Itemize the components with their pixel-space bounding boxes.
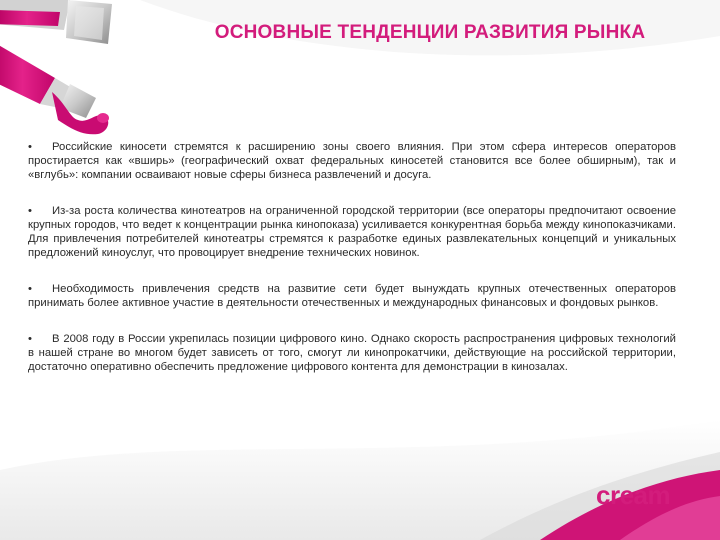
bullet-icon: • xyxy=(28,141,32,153)
paragraph-text: Российские киносети стремятся к расширению зоны своего влияния. При этом сфера интересов операторов простирается как «вширь» (географический охват федеральных киносетей становится все более обширным), так и «вглубь»: компании осваивают новые сферы бизнеса развлечений и досуга. xyxy=(28,141,676,181)
paragraph-1 xyxy=(28,140,676,182)
paragraph-text: Из-за роста количества кинотеатров на ограниченной городской территории (все операторы предпочитают освоение крупных городов, что ведет к концентрации рынка кинопоказа) усиливается конкурентная борьба между кинопоказчиками. Для привлечения потребителей кинотеатры стремятся к разработке единых развлекательных концепций и уникальных предложений киноуслуг, что провоцирует внедрение технических новинок. xyxy=(28,205,676,259)
content-body xyxy=(28,140,676,396)
paragraph-3 xyxy=(28,282,676,310)
bullet-icon: • xyxy=(28,205,32,217)
bullet-icon: • xyxy=(28,283,32,295)
paint-tube-icon xyxy=(0,0,112,134)
slide-title: ОСНОВНЫЕ ТЕНДЕНЦИИ РАЗВИТИЯ РЫНКА xyxy=(214,22,646,43)
paragraph-text: Необходимость привлечения средств на развитие сети будет вынуждать крупных отечественных операторов принимать более активное участие в деятельности отечественных и международных финансовых и фондовых рынков. xyxy=(28,283,676,309)
paragraph-text: В 2008 году в России укрепилась позиции цифрового кино. Однако скорость распространения цифровых технологий в нашей стране во многом будет зависеть от того, смогут ли кинопрокатчики, действующие на российской территории, достаточно оперативно обеспечить предложение цифрового контента для демонстрации в кинозалах. xyxy=(28,333,676,373)
paragraph-2 xyxy=(28,204,676,260)
paragraph-4 xyxy=(28,332,676,374)
bullet-icon: • xyxy=(28,333,32,345)
cream-logo: cream xyxy=(596,480,671,510)
